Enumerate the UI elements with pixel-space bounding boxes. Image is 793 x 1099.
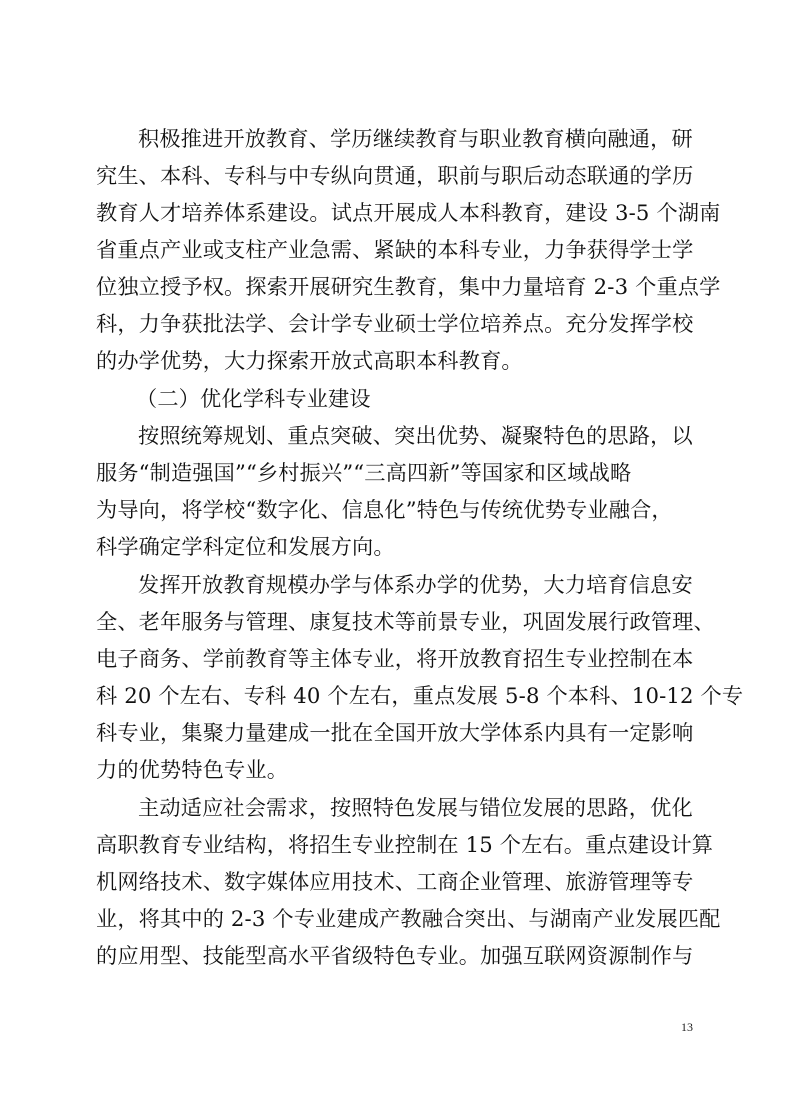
text-line: 高职教育专业结构，将招生专业控制在 15 个左右。重点建设计算: [96, 832, 714, 857]
text-line: 科，力争获批法学、会计学专业硕士学位培养点。充分发挥学校: [96, 311, 694, 336]
text-line: 业，将其中的 2-3 个专业建成产教融合突出、与湖南产业发展匹配: [96, 906, 721, 931]
text-line: 发挥开放教育规模办学与体系办学的优势，大力培育信息安: [138, 572, 693, 597]
text-line: 科 20 个左右、专科 40 个左右，重点发展 5-8 个本科、10-12 个专: [96, 683, 744, 708]
text-line: 力的优势特色专业。: [96, 757, 289, 782]
text-line: 服务“制造强国”“乡村振兴”“三高四新”等国家和区域战略: [96, 460, 632, 485]
page-number: 13: [681, 1020, 693, 1034]
section-heading: （二）优化学科专业建设: [136, 386, 371, 411]
text-line: 主动适应社会需求，按照特色发展与错位发展的思路，优化: [138, 795, 693, 820]
text-line: 究生、本科、专科与中专纵向贯通，职前与职后动态联通的学历: [96, 163, 694, 188]
text-line: 全、老年服务与管理、康复技术等前景专业，巩固发展行政管理、: [96, 609, 715, 634]
text-line: 积极推进开放教育、学历继续教育与职业教育横向融通，研: [138, 126, 693, 151]
text-line: 电子商务、学前教育等主体专业，将开放教育招生专业控制在本: [96, 646, 694, 671]
text-line: 科学确定学科定位和发展方向。: [96, 534, 395, 559]
text-line: 位独立授予权。探索开展研究生教育，集中力量培育 2-3 个重点学: [96, 274, 721, 299]
text-line: 省重点产业或支柱产业急需、紧缺的本科专业，力争获得学士学: [96, 237, 694, 262]
text-line: 科专业，集聚力量建成一批在全国开放大学体系内具有一定影响: [96, 720, 694, 745]
text-line: 教育人才培养体系建设。试点开展成人本科教育，建设 3-5 个湖南: [96, 200, 721, 225]
text-line: 的应用型、技能型高水平省级特色专业。加强互联网资源制作与: [96, 943, 694, 968]
text-line: 机网络技术、数字媒体应用技术、工商企业管理、旅游管理等专: [96, 869, 694, 894]
text-line: 为导向，将学校“数字化、信息化”特色与传统优势专业融合，: [96, 497, 673, 522]
text-line: 的办学优势，大力探索开放式高职本科教育。: [96, 348, 523, 373]
text-line: 按照统筹规划、重点突破、突出优势、凝聚特色的思路，以: [138, 423, 693, 448]
